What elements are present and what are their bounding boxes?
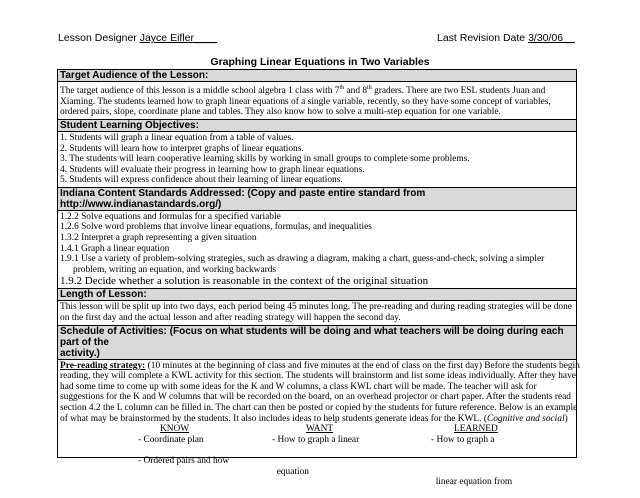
audience-sup-2: th xyxy=(367,85,372,91)
schedule-heading-line-2: activity.) xyxy=(60,347,100,359)
schedule-last-line-a: of what may be brainstormed by the students. It also includes ideas to help students generate ideas for the KWL. ( xyxy=(60,413,487,424)
kwl-row xyxy=(60,435,574,446)
schedule-last-line xyxy=(60,414,574,425)
kwl-want-header: WANT xyxy=(306,424,334,435)
audience-line-1b: and 8 xyxy=(344,86,368,97)
audience-line-1c: graders. There are two ESL students Juan and xyxy=(371,86,546,97)
schedule-last-line-b: ) xyxy=(564,413,568,424)
standard-item: 1.2.6 Solve word problems that involve linear equations, formulas, and inequalities xyxy=(60,222,372,233)
audience-line-1a: The target audience of this lesson is a middle school algebra 1 class with 7 xyxy=(60,86,340,97)
standards-body xyxy=(58,210,576,289)
schedule-line-1 xyxy=(60,360,580,372)
revision-date-line xyxy=(437,32,575,44)
audience-line-1 xyxy=(60,83,574,97)
standard-item: 1.2.2 Solve equations and formulas for a specified variable xyxy=(60,211,281,222)
revision-date-text: 3/30/06 xyxy=(528,32,564,44)
kwl-header-row xyxy=(60,424,574,435)
revision-date xyxy=(528,32,575,44)
designer-name xyxy=(140,32,218,44)
kwl-learned-cell: - How to graph a xyxy=(431,434,495,445)
schedule-line: section 4.2 the L column can be filled in. The chart can then be posted or copied by the students for future reference. Below is an example xyxy=(60,403,578,413)
lesson-plan-table xyxy=(57,69,580,488)
schedule-line: suggestions for the K and W columns that will be recorded on the board, on an overhead projector or chart paper. After the students read xyxy=(60,392,571,403)
kwl-learned-cell: linear equation from xyxy=(431,477,513,488)
objective-item: 2. Students will learn how to interpret graphs of linear equations. xyxy=(60,143,304,154)
schedule-line: had some time to come up with some ideas for the K and W columns, a class KWL chart will be made. The teacher will ask for xyxy=(60,381,537,392)
audience-line-3: ordered pairs, slope, coordinate plane and tables. They also know how to solve a multi-step equation for one variable. xyxy=(60,107,501,118)
kwl-want-cell: - How to graph a linear xyxy=(272,434,360,445)
schedule-line-1-rest: (10 minutes at the beginning of class and five minutes at the end of class on the first day) Before the students begin xyxy=(145,360,580,371)
standard-item: 1.4.1 Graph a linear equation xyxy=(60,243,170,254)
kwl-want-cell: equation xyxy=(272,466,309,477)
schedule-line: reading, they will complete a KWL activity for this section. The students will brainstorm and list some ideas individually. After they have xyxy=(60,371,576,382)
cognitive-social-note: Cognitive and social xyxy=(486,413,565,424)
standard-item: 1.3.2 Interpret a graph representing a given situation xyxy=(60,233,257,244)
schedule-heading xyxy=(58,325,576,359)
objective-item: 3. The students will learn cooperative learning skills by working in small groups to complete some problems. xyxy=(60,154,470,165)
standards-heading: Indiana Content Standards Addressed: (Copy and paste entire standard from http://www.indianastandards.org/) xyxy=(58,187,576,210)
length-line-2: on the first day and the actual lesson and after reading strategy will happen the second day. xyxy=(60,313,401,324)
revision-label: Last Revision Date xyxy=(437,32,526,44)
kwl-row xyxy=(60,445,574,488)
schedule-body xyxy=(58,359,580,488)
standard-item: 1.9.1 Use a variety of problem-solving strategies, such as drawing a diagram, making a chart, guess-and-check, solving a simpler xyxy=(60,254,545,265)
length-body xyxy=(58,300,576,324)
revision-blank: __ xyxy=(563,32,575,44)
length-heading: Length of Lesson: xyxy=(58,288,576,300)
kwl-know-cell: - Coordinate plan xyxy=(138,434,204,445)
audience-line-2: Xiaming. The students learned how to graph linear equations of a single variable, recently, so they have some concept of variables, xyxy=(60,96,551,107)
lesson-designer-line xyxy=(58,32,217,44)
designer-label: Lesson Designer xyxy=(58,32,137,44)
kwl-know-header: KNOW xyxy=(160,424,190,435)
audience-body xyxy=(58,81,576,119)
designer-blank: ____ xyxy=(194,32,218,44)
objective-item: 1. Students will graph a linear equation from a table of values. xyxy=(60,132,294,143)
standard-item-continuation: problem, writing an equation, and working backwards xyxy=(73,264,277,275)
objective-item: 4. Students will evaluate their progress in learning how to graph linear equations. xyxy=(60,164,365,175)
pre-reading-strategy-label: Pre-reading strategy: xyxy=(60,360,146,371)
objective-item: 5. Students will express confidence about their learning of linear equations. xyxy=(60,175,343,186)
kwl-learned-header: LEARNED xyxy=(454,424,498,435)
objectives-body xyxy=(58,131,576,187)
audience-heading: Target Audience of the Lesson: xyxy=(58,70,576,81)
schedule-heading-line-1: Schedule of Activities: (Focus on what students will be doing and what teachers will be doing during each part of the xyxy=(60,325,564,348)
kwl-know-cell: - Ordered pairs and how xyxy=(138,455,230,466)
designer-name-text: Jayce Eifler xyxy=(139,32,194,44)
length-line-1: This lesson will be split up into two days, each period being 45 minutes long. The pre-reading and during reading strategies will be done xyxy=(60,302,572,313)
audience-sup-1: th xyxy=(339,85,345,91)
document-title: Graphing Linear Equations in Two Variables xyxy=(210,56,430,68)
objectives-heading: Student Learning Objectives: xyxy=(58,119,576,131)
standard-item: 1.9.2 Decide whether a solution is reasonable in the context of the original situation xyxy=(60,275,429,288)
